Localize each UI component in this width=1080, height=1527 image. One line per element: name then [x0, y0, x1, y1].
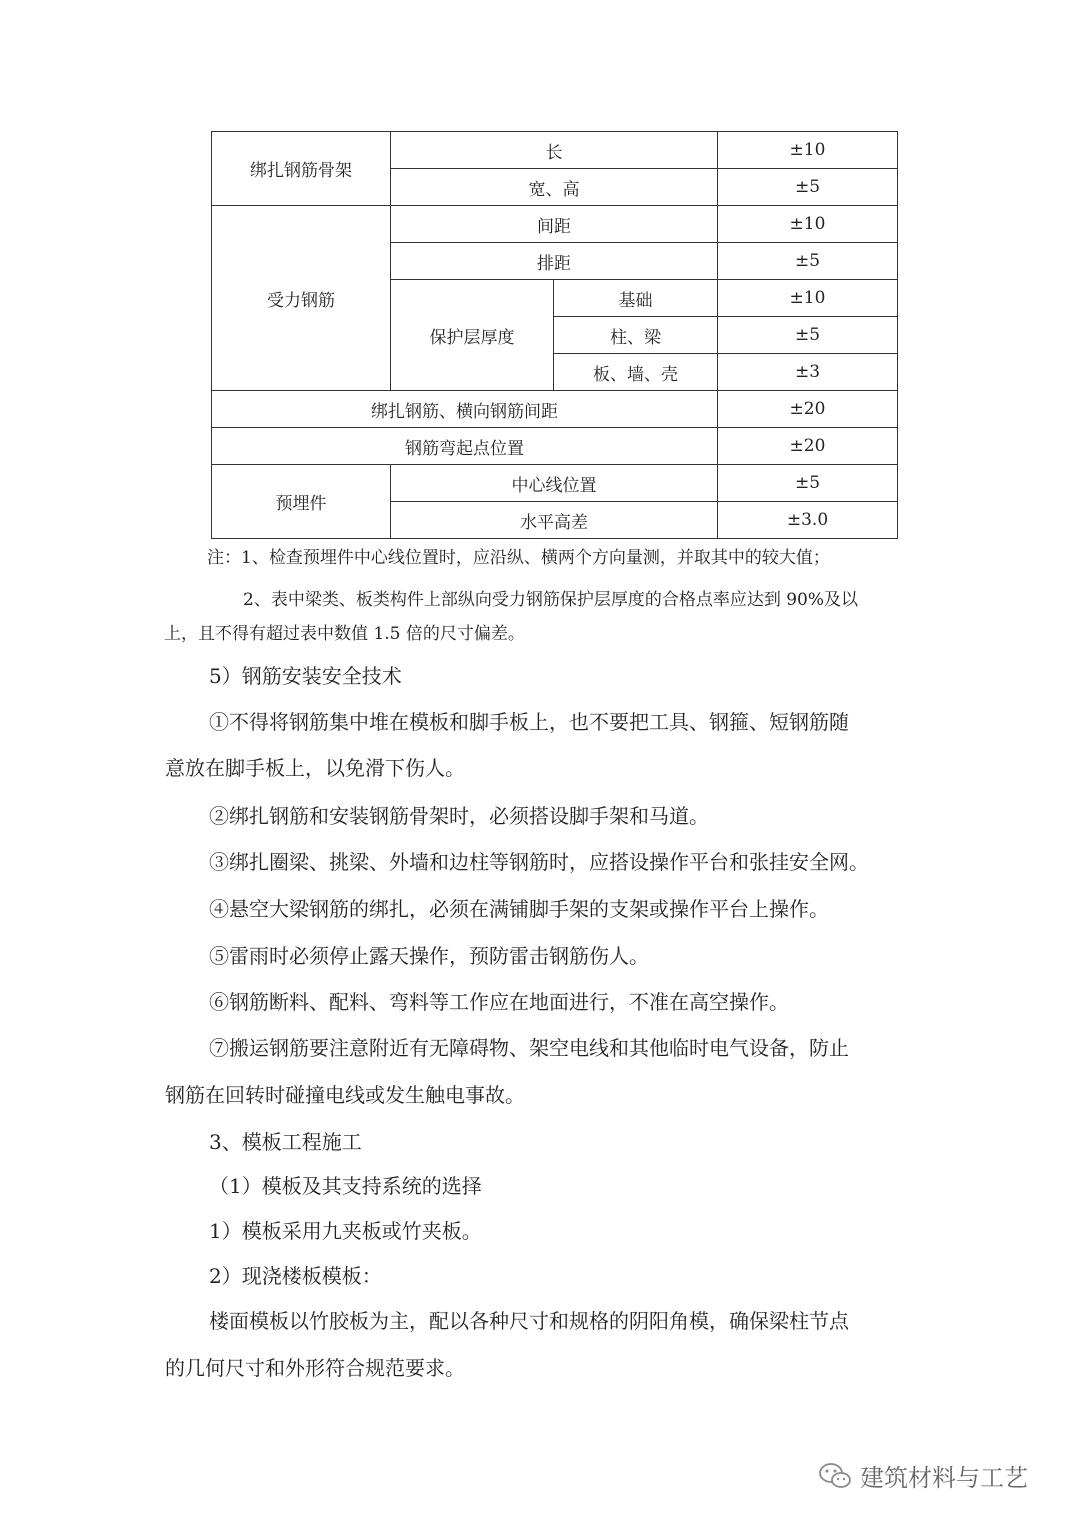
table-row [212, 428, 898, 465]
table-cell: ±10 [718, 206, 898, 243]
wechat-icon [818, 1461, 852, 1491]
table-cell: 钢筋弯起点位置 [212, 428, 718, 465]
note-line: 注：1、检查预埋件中心线位置时，应沿纵、横两个方向量测，并取其中的较大值； [207, 548, 830, 568]
paragraph-line: 楼面模板以竹胶板为主，配以各种尺寸和规格的阴阳角模，确保梁柱节点 [209, 1309, 849, 1333]
table-cell: ±5 [718, 465, 898, 502]
table-cell: 排距 [391, 243, 718, 280]
table-cell: 水平高差 [391, 502, 718, 539]
watermark-text: 建筑材料与工艺 [860, 1464, 1028, 1492]
paragraph-line: ①不得将钢筋集中堆在模板和脚手板上，也不要把工具、钢箍、短钢筋随 [209, 710, 849, 734]
table-cell: 长 [391, 132, 718, 169]
subsection-heading: （1）模板及其支持系统的选择 [209, 1174, 482, 1198]
table-cell: 中心线位置 [391, 465, 718, 502]
table-cell: 柱、梁 [554, 317, 718, 354]
table-cell: 绑扎钢筋、横向钢筋间距 [212, 391, 718, 428]
table-cell: 板、墙、壳 [554, 354, 718, 391]
paragraph-line: ⑦搬运钢筋要注意附近有无障碍物、架空电线和其他临时电气设备，防止 [209, 1036, 849, 1060]
paragraph-line: ⑥钢筋断料、配料、弯料等工作应在地面进行，不准在高空操作。 [209, 990, 789, 1014]
table-cell: ±5 [718, 169, 898, 206]
table-cell: ±20 [718, 391, 898, 428]
table-cell: 受力钢筋 [212, 206, 391, 391]
table-row [212, 465, 898, 502]
table-cell: ±5 [718, 317, 898, 354]
paragraph-line: ③绑扎圈梁、挑梁、外墙和边柱等钢筋时，应搭设操作平台和张挂安全网。 [209, 850, 869, 874]
table-cell: ±5 [718, 243, 898, 280]
section-heading: 3、模板工程施工 [209, 1130, 362, 1154]
paragraph-line: 2）现浇楼板模板： [209, 1264, 382, 1288]
table-row [212, 391, 898, 428]
paragraph-line: ②绑扎钢筋和安装钢筋骨架时，必须搭设脚手架和马道。 [209, 804, 709, 828]
table-cell: 宽、高 [391, 169, 718, 206]
paragraph-line: 钢筋在回转时碰撞电线或发生触电事故。 [165, 1083, 525, 1107]
table-cell: 保护层厚度 [391, 280, 554, 391]
section-heading: 5）钢筋安装安全技术 [209, 664, 402, 688]
paragraph-line: ⑤雷雨时必须停止露天操作，预防雷击钢筋伤人。 [209, 944, 649, 968]
table-cell: 间距 [391, 206, 718, 243]
table-cell: ±3 [718, 354, 898, 391]
table-cell: ±10 [718, 280, 898, 317]
table-cell: 基础 [554, 280, 718, 317]
table-cell: 绑扎钢筋骨架 [212, 132, 391, 206]
paragraph-line: 意放在脚手板上，以免滑下伤人。 [165, 756, 465, 780]
table-row [212, 206, 898, 243]
paragraph-line: ④悬空大梁钢筋的绑扎，必须在满铺脚手架的支架或操作平台上操作。 [209, 897, 829, 921]
table-cell: ±3.0 [718, 502, 898, 539]
table-cell: ±20 [718, 428, 898, 465]
watermark [818, 1458, 1028, 1493]
tolerance-table [211, 131, 898, 539]
note-line: 上，且不得有超过表中数值 1.5 倍的尺寸偏差。 [164, 624, 525, 644]
note-line: 2、表中梁类、板类构件上部纵向受力钢筋保护层厚度的合格点率应达到 90%及以 [243, 590, 859, 610]
paragraph-line: 1）模板采用九夹板或竹夹板。 [209, 1219, 482, 1243]
table-cell: ±10 [718, 132, 898, 169]
table-cell: 预埋件 [212, 465, 391, 539]
paragraph-line: 的几何尺寸和外形符合规范要求。 [165, 1356, 465, 1380]
table-row [212, 132, 898, 169]
